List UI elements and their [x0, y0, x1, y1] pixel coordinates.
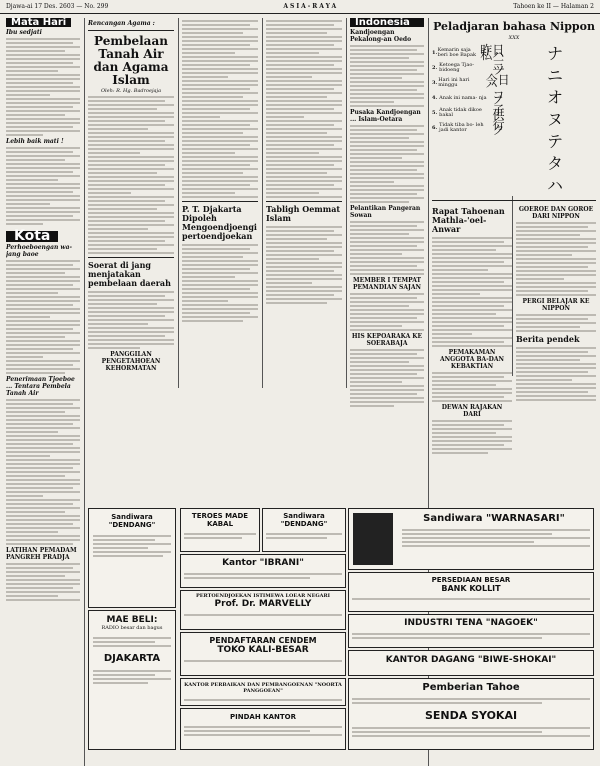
lesson-number: XXX — [508, 35, 520, 41]
lesson-item: 5. Anak tidak dikoe bakal 子供 — [432, 103, 505, 122]
article-body — [6, 563, 80, 601]
article-perhoeboengan-title: Perhoeboengan wa- jang baoe — [6, 244, 72, 258]
article-body — [88, 96, 174, 254]
headline-pelantikan: Pelantikan Pangeran Sowan — [350, 205, 421, 219]
headline-goeroe: GOEROE DAN GOROE DARI NIPPON — [518, 206, 594, 220]
masthead-page: Tahoen ke II — Halaman 2 — [513, 3, 594, 10]
article-body — [350, 349, 424, 407]
ad-persediaan: PERSEDIAAN BESAR BANK KOLLIT — [348, 572, 594, 612]
article-body — [182, 20, 258, 198]
headline-peladjaran: Peladjaran bahasa Nippon — [433, 20, 595, 33]
headline-berita-pendek: Berita pendek — [516, 334, 580, 344]
article-lebih-baik-mati-title: Lebih baik mati ! — [6, 138, 64, 145]
column-rule — [178, 18, 179, 388]
col5-left — [432, 204, 512, 456]
masthead — [0, 0, 600, 14]
ad-pindah-kantor: PINDAH KANTOR — [180, 708, 346, 750]
section-mata-hari: Mata Hari — [6, 18, 71, 27]
lesson-item: 2. Ketoega Tjao- bidoeng 三ツ — [432, 58, 505, 77]
headline-soerat: Soerat di jang menjatakan pembelaan daerah — [88, 260, 171, 288]
section-kota: Kota — [6, 231, 58, 242]
article-body — [432, 372, 512, 402]
ad-marvelly: PERTOENDJOEKAN ISTIMEWA LOEAR NEGARI Prof. Dr. MARVELLY — [180, 590, 346, 630]
ad-mae-beli: MAE BELI: RADIO besar dan bagus DJAKARTA — [88, 610, 176, 750]
lesson-item: 4. Anak ini nama- nja コノ — [432, 88, 505, 107]
column-rule — [84, 18, 85, 766]
article-body — [6, 260, 80, 374]
column-rule — [262, 18, 263, 388]
column-4 — [266, 18, 342, 374]
article-body — [6, 147, 80, 225]
ad-industri: INDUSTRI TENA "NAGOEK" — [348, 614, 594, 648]
ad-teroes: TEROES MADE KABAL — [180, 508, 260, 552]
headline-his: HIS KEPOARAKA KE SOERABAJA — [351, 333, 423, 347]
ad-ibrani: Kantor "IBRANI" — [180, 554, 346, 588]
headline-tabligh: Tabligh Oemmat Islam — [266, 204, 341, 223]
lesson-item: 6. Tidak tiba bo- leh jadi kantor 行ク — [432, 118, 505, 137]
lesson-item: 1. Kemarin saja beri boe Bapak 昨日私ハ — [432, 43, 505, 62]
headline-dewan: DEWAN RAJAKAN DARI — [441, 404, 503, 418]
ad-sandiwara-dendang: Sandiwara "DENDANG" — [262, 508, 346, 552]
article-body — [6, 399, 80, 545]
ad-warnasari: Sandiwara "WARNASARI" — [348, 508, 594, 570]
ad-sandiwara: Sandiwara "DENDANG" — [88, 508, 176, 608]
article-ibu-sedjati-title: Ibu sedjati — [6, 29, 42, 36]
ad-kantor-dagang: KANTOR DAGANG "BIWE-SHOKAI" — [348, 650, 594, 676]
byline: Oleh: R. Hg. Badroejaja — [100, 88, 162, 94]
column-rule — [346, 18, 347, 388]
headline-pusaka: Pusaka Kandjoengan ... Islam-Oetara — [350, 109, 421, 123]
headline-pergi: PERGI BELAJAR KE NIPPON — [522, 298, 590, 312]
column-mata-hari — [6, 18, 80, 766]
article-body — [432, 237, 512, 347]
headline-member: MEMBER I TEMPAT PEMANDIAN SAJAN — [352, 277, 422, 291]
column-agama — [88, 18, 174, 374]
article-body — [266, 20, 342, 198]
article-body — [432, 420, 512, 454]
headline-rapat: Rapat Tahoenan Mathla-'oel-Anwar — [432, 206, 505, 234]
article-body — [266, 226, 342, 304]
lesson-block — [432, 43, 596, 197]
article-body — [350, 45, 424, 107]
kicker-agama: Rencangan Agama : — [88, 20, 155, 27]
article-body — [88, 291, 174, 349]
subhead-panggilan: PANGGILAN PENGETAHOEAN KEHORMATAN — [101, 351, 161, 372]
lesson-item: 3. Hari ini hari minggu 今日ハ — [432, 73, 510, 92]
column-indonesia — [350, 18, 424, 528]
article-penerimaan-title: Penerimaan Tjoeboe ... Tentara Pembela Tanah Air — [6, 376, 75, 397]
ad-pemberian-senda: Pemberian Tahoe SENDA SYOKAI — [348, 678, 594, 750]
section-indonesia: Indonesia — [350, 18, 424, 27]
headline-kandjoengan: Kandjoengan Pekalong-an Oedo — [350, 29, 412, 43]
masthead-date: Djawa-ai 17 Des. 2603 — No. 299 — [6, 3, 109, 10]
article-body — [350, 293, 424, 331]
japanese-characters: ナ ニ オ ヌ テ タ ハ — [546, 44, 563, 195]
headline-pemakaman: PEMAKAMAN ANGGOTA BA-DAN KEBAKTIAN — [439, 349, 505, 370]
masthead-title: ASIA-RAYA — [283, 3, 339, 10]
article-body — [516, 314, 596, 332]
article-body — [182, 244, 258, 322]
article-latihan-title: LATIHAN PEMADAM PANGREH PRADJA — [6, 547, 77, 561]
article-body — [516, 347, 596, 401]
lesson-list — [432, 43, 514, 197]
article-body — [350, 125, 424, 203]
article-body — [6, 38, 80, 136]
article-body — [350, 221, 424, 275]
article-body — [516, 222, 596, 296]
column-3 — [182, 18, 258, 374]
ad-photo — [353, 513, 393, 565]
headline-pembelaan: Pembelaan Tanah Air dan Agama Islam — [93, 34, 169, 87]
headline-pt-djakarta: P. T. Djakarta Dipoleh Mengoendjoengi pertoendjoekan — [182, 204, 257, 241]
ad-pendaftaran: PENDAFTARAN CENDEM TOKO KALI-BESAR — [180, 632, 346, 676]
ad-kantor-perbaikan: KANTOR PERBAIKAN DAN PEMBANGOENAN "NOORTA PANGGOEAN" — [180, 678, 346, 706]
col5-right — [516, 204, 596, 456]
